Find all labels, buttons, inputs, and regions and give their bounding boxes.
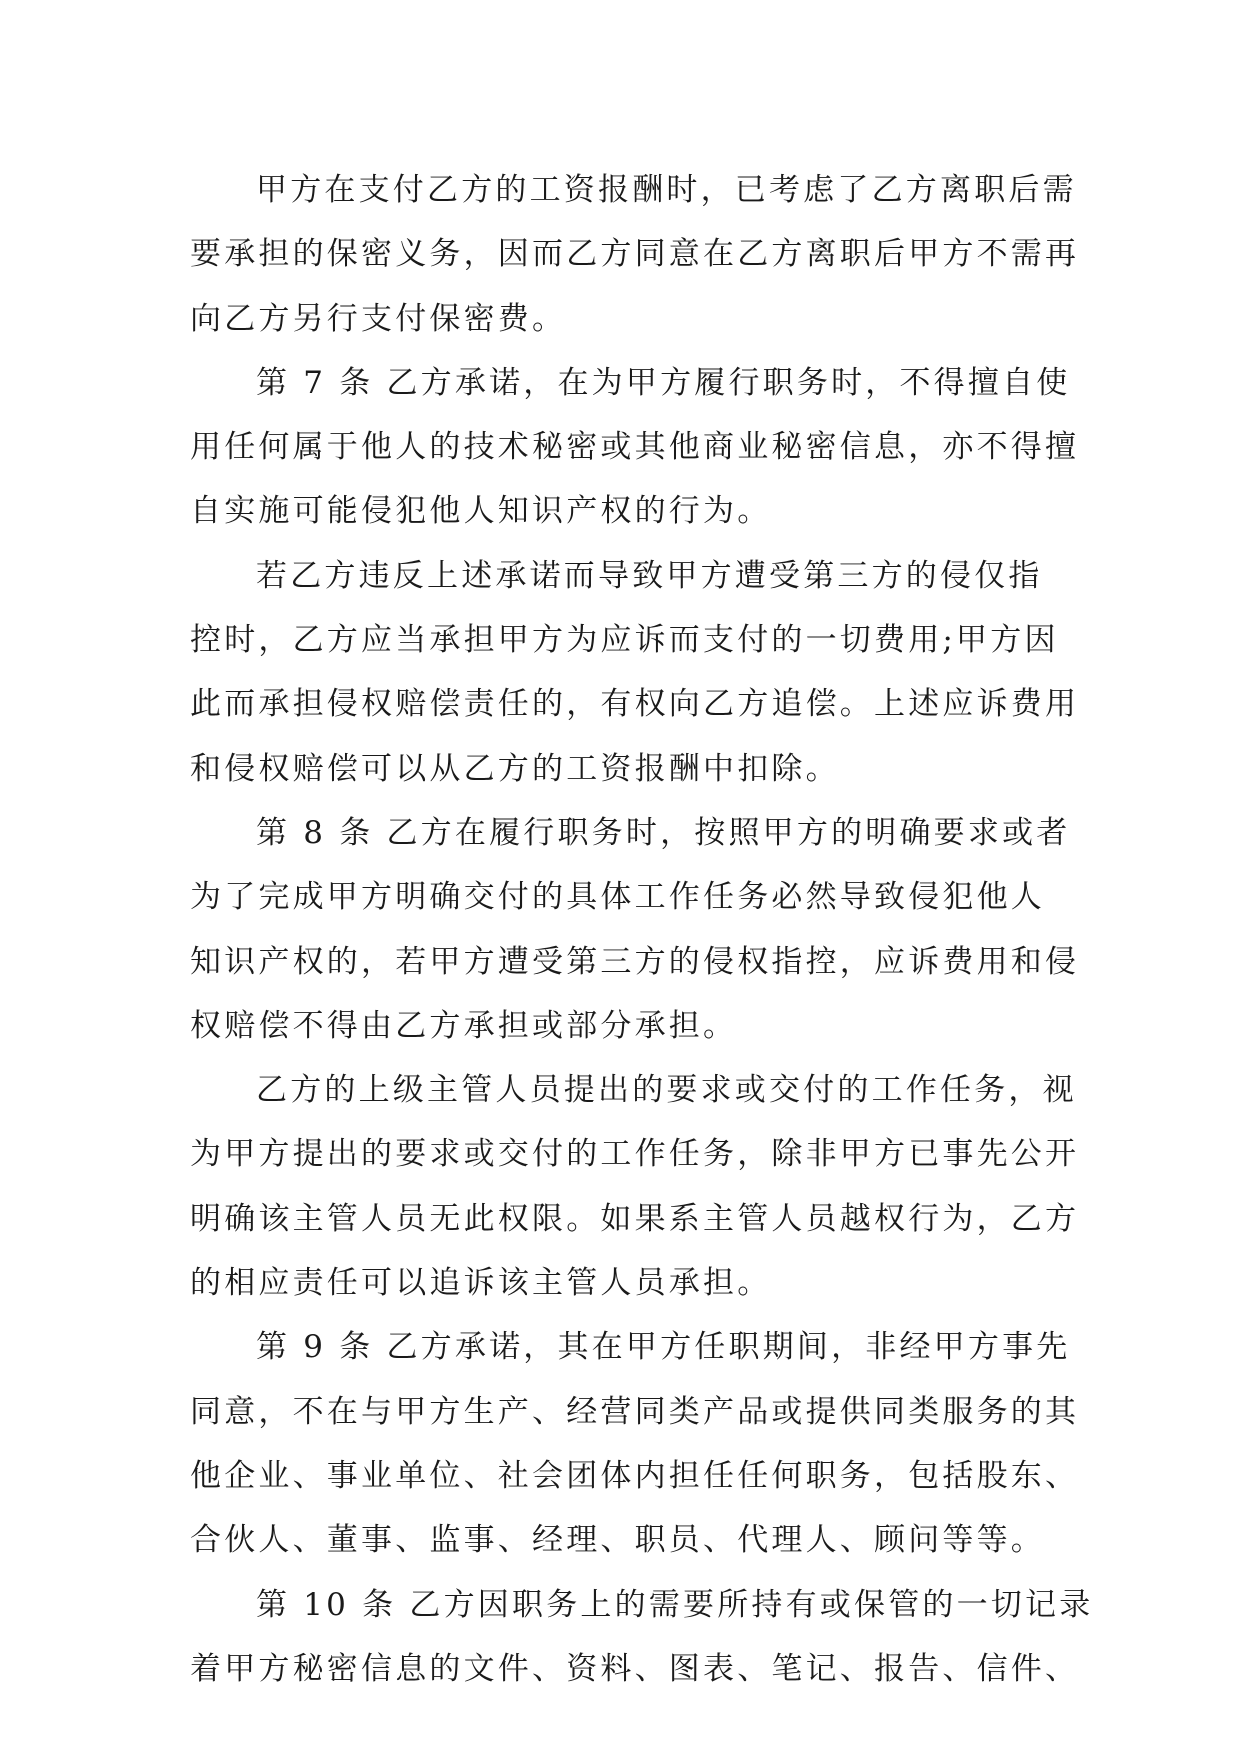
text-line: 此而承担侵权赔偿责任的，有权向乙方追偿。上述应诉费用 bbox=[190, 686, 1080, 723]
text-line: 明确该主管人员无此权限。如果系主管人员越权行为，乙方 bbox=[190, 1200, 1080, 1237]
text-line: 和侵权赔偿可以从乙方的工资报酬中扣除。 bbox=[190, 750, 840, 787]
text-line: 的相应责任可以追诉该主管人员承担。 bbox=[190, 1265, 772, 1302]
text-line: 用任何属于他人的技术秘密或其他商业秘密信息，亦不得擅 bbox=[190, 429, 1080, 466]
text-line: 乙方的上级主管人员提出的要求或交付的工作任务，视 bbox=[256, 1072, 1077, 1109]
text-line: 甲方在支付乙方的工资报酬时，已考虑了乙方离职后需 bbox=[256, 172, 1077, 208]
text-line: 他企业、事业单位、社会团体内担任任何职务，包括股东、 bbox=[190, 1457, 1080, 1494]
clause-9-line: 第 9 条 乙方承诺，其在甲方任职期间，非经甲方事先 bbox=[256, 1329, 1071, 1366]
text-line: 控时，乙方应当承担甲方为应诉而支付的一切费用;甲方因 bbox=[190, 622, 1059, 659]
text-line: 为了完成甲方明确交付的具体工作任务必然导致侵犯他人 bbox=[190, 879, 1045, 916]
text-line: 权赔偿不得由乙方承担或部分承担。 bbox=[190, 1007, 738, 1044]
text-line: 知识产权的，若甲方遭受第三方的侵权指控，应诉费用和侵 bbox=[190, 943, 1080, 980]
text-line: 向乙方另行支付保密费。 bbox=[190, 300, 567, 337]
clause-7-line: 第 7 条 乙方承诺，在为甲方履行职务时，不得擅自使 bbox=[256, 364, 1071, 401]
clause-10-line: 第 10 条 乙方因职务上的需要所持有或保管的一切记录 bbox=[256, 1586, 1094, 1623]
text-line: 着甲方秘密信息的文件、资料、图表、笔记、报告、信件、 bbox=[190, 1650, 1080, 1687]
text-line: 要承担的保密义务，因而乙方同意在乙方离职后甲方不需再 bbox=[190, 236, 1080, 273]
text-line: 自实施可能侵犯他人知识产权的行为。 bbox=[190, 493, 772, 530]
clause-8-line: 第 8 条 乙方在履行职务时，按照甲方的明确要求或者 bbox=[256, 814, 1071, 851]
text-line: 为甲方提出的要求或交付的工作任务，除非甲方已事先公开 bbox=[190, 1136, 1080, 1173]
text-line: 合伙人、董事、监事、经理、职员、代理人、顾问等等。 bbox=[190, 1522, 1045, 1559]
contract-text-body bbox=[190, 158, 1094, 1701]
text-line: 若乙方违反上述承诺而导致甲方遭受第三方的侵仅指 bbox=[256, 557, 1043, 594]
text-line: 同意，不在与甲方生产、经营同类产品或提供同类服务的其 bbox=[190, 1393, 1080, 1430]
